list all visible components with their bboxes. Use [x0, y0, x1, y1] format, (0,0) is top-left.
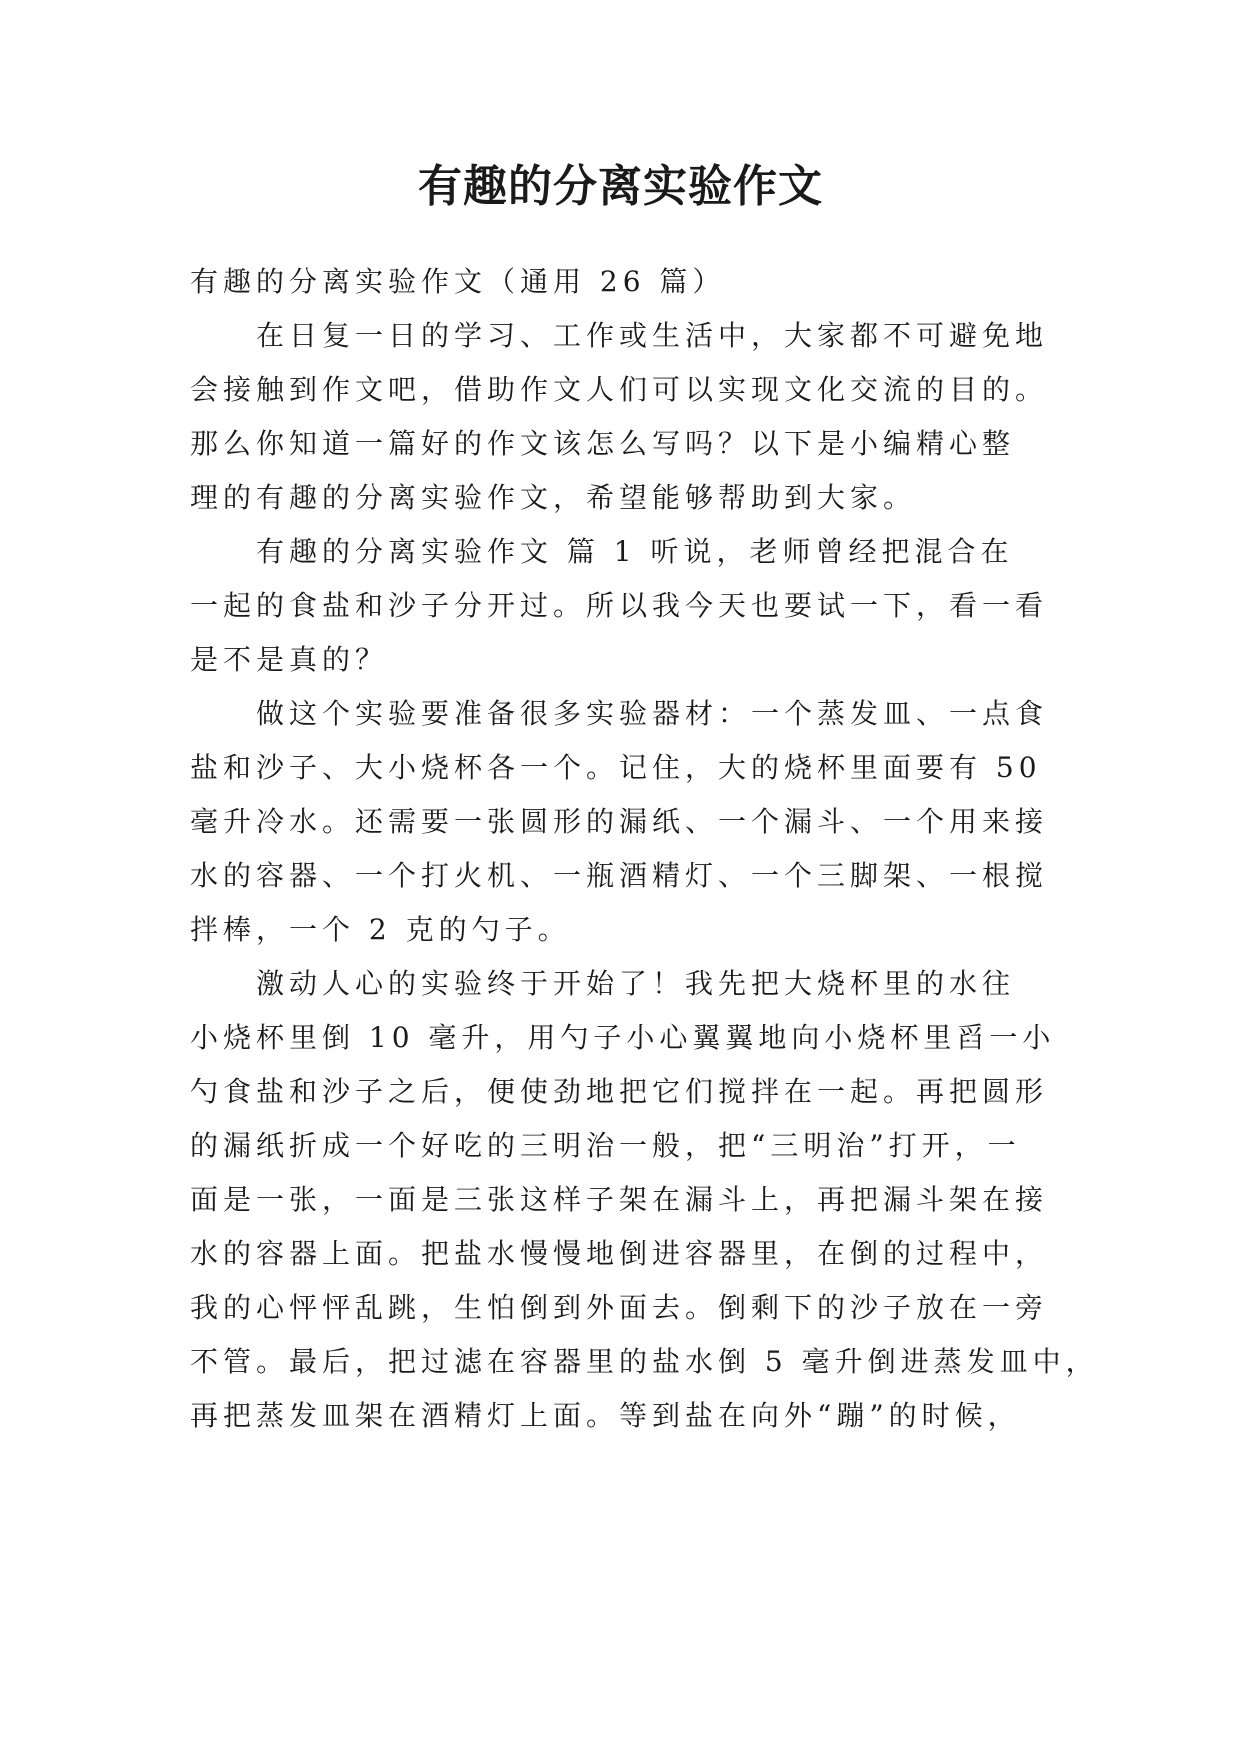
body-line: 的漏纸折成一个好吃的三明治一般，把“三明治”打开，一 — [190, 1129, 1021, 1162]
body-line: 再把蒸发皿架在酒精灯上面。等到盐在向外“蹦”的时候， — [190, 1399, 1021, 1432]
body-line: 做这个实验要准备很多实验器材：一个蒸发皿、一点食 — [256, 697, 1049, 730]
document-title: 有趣的分离实验作文 — [418, 161, 823, 212]
body-line: 毫升冷水。还需要一张圆形的漏纸、一个漏斗、一个用来接 — [190, 805, 1049, 838]
body-line: 不管。最后，把过滤在容器里的盐水倒 5 毫升倒进蒸发皿中， — [190, 1345, 1099, 1378]
body-line: 那么你知道一篇好的作文该怎么写吗？以下是小编精心整 — [190, 427, 1016, 460]
body-line: 在日复一日的学习、工作或生活中，大家都不可避免地 — [256, 319, 1049, 352]
body-line: 水的容器上面。把盐水慢慢地倒进容器里，在倒的过程中， — [190, 1237, 1049, 1270]
body-line: 理的有趣的分离实验作文，希望能够帮助到大家。 — [190, 481, 917, 514]
body-line: 拌棒，一个 2 克的勺子。 — [190, 913, 571, 946]
body-line: 是不是真的？ — [190, 643, 389, 676]
body-line: 小烧杯里倒 10 毫升，用勺子小心翼翼地向小烧杯里舀一小 — [190, 1021, 1056, 1054]
section-heading-line: 有趣的分离实验作文 篇 1 听说，老师曾经把混合在 — [256, 535, 1014, 568]
body-line: 会接触到作文吧，借助作文人们可以实现文化交流的目的。 — [190, 373, 1049, 406]
body-line: 激动人心的实验终于开始了！我先把大烧杯里的水往 — [256, 967, 1016, 1000]
body-line: 面是一张，一面是三张这样子架在漏斗上，再把漏斗架在接 — [190, 1183, 1049, 1216]
body-line: 勺食盐和沙子之后，便使劲地把它们搅拌在一起。再把圆形 — [190, 1075, 1049, 1108]
body-line: 一起的食盐和沙子分开过。所以我今天也要试一下，看一看 — [190, 589, 1049, 622]
body-line: 水的容器、一个打火机、一瓶酒精灯、一个三脚架、一根搅 — [190, 859, 1049, 892]
document-subtitle: 有趣的分离实验作文（通用 26 篇） — [190, 265, 726, 298]
body-line: 盐和沙子、大小烧杯各一个。记住，大的烧杯里面要有 50 — [190, 751, 1042, 784]
body-line: 我的心怦怦乱跳，生怕倒到外面去。倒剩下的沙子放在一旁 — [190, 1291, 1049, 1324]
